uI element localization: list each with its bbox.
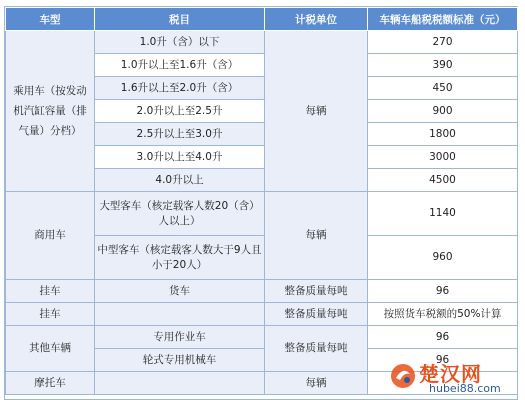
tax-value: 450 [368, 77, 518, 100]
table-row [6, 31, 518, 54]
unit-trailer: 整备质量每吨 [265, 303, 368, 326]
sub-item: 4.0升以上 [95, 169, 265, 192]
category-trailer: 挂车 [6, 280, 95, 303]
watermark-url: hubei88.com [429, 382, 501, 395]
sub-item: 轮式专用机械车 [95, 349, 265, 372]
category-motorcycle: 摩托车 [6, 372, 95, 395]
sub-item: 2.0升以上至2.5升 [95, 100, 265, 123]
sub-item: 1.6升以上至2.0升（含） [95, 77, 265, 100]
sub-item: 中型客车（核定载客人数大于9人且小于20人） [95, 236, 265, 280]
sub-item: 货车 [95, 280, 265, 303]
sub-item [95, 303, 265, 326]
table-row [6, 192, 518, 236]
unit-motorcycle: 每辆 [265, 372, 368, 395]
tax-value: 96 [368, 326, 518, 349]
tax-value: 96 [368, 280, 518, 303]
watermark-logo-icon [389, 362, 417, 390]
category-trailer: 挂车 [6, 303, 95, 326]
tax-value: 960 [368, 236, 518, 280]
sub-item: 专用作业车 [95, 326, 265, 349]
tax-value: 按照货车税额的50%计算 [368, 303, 518, 326]
sub-item: 1.0升（含）以下 [95, 31, 265, 54]
tax-value: 270 [368, 31, 518, 54]
header-tax-unit: 计税单位 [265, 8, 368, 31]
tax-value: 1800 [368, 123, 518, 146]
unit-commercial: 每辆 [265, 192, 368, 280]
tax-value: 4500 [368, 169, 518, 192]
tax-value: 3000 [368, 146, 518, 169]
category-other: 其他车辆 [6, 326, 95, 372]
header-tax-standard: 车辆车船税税额标准（元） [368, 8, 518, 31]
watermark-name: 楚汉网 [419, 362, 482, 386]
sub-item: 3.0升以上至4.0升 [95, 146, 265, 169]
vehicle-tax-table [5, 7, 518, 395]
category-passenger: 乘用车（按发动机汽缸容量（排气量）分档） [6, 31, 95, 192]
unit-other: 整备质量每吨 [265, 326, 368, 372]
header-vehicle-type: 车型 [6, 8, 95, 31]
sub-item [95, 372, 265, 395]
tax-value: 900 [368, 100, 518, 123]
header-tax-item: 税目 [95, 8, 265, 31]
table-row [6, 280, 518, 303]
category-commercial: 商用车 [6, 192, 95, 280]
table-header-row [6, 8, 518, 31]
table-row [6, 326, 518, 349]
sub-item: 2.5升以上至3.0升 [95, 123, 265, 146]
table-row [6, 303, 518, 326]
sub-item: 大型客车（核定载客人数20（含）人以上） [95, 192, 265, 236]
tax-table-frame [4, 6, 518, 400]
tax-value: 1140 [368, 192, 518, 236]
unit-passenger: 每辆 [265, 31, 368, 192]
tax-value: 390 [368, 54, 518, 77]
unit-trailer: 整备质量每吨 [265, 280, 368, 303]
site-watermark [389, 356, 519, 398]
sub-item: 1.0升以上至1.6升（含） [95, 54, 265, 77]
tax-value: 96 [368, 349, 518, 372]
